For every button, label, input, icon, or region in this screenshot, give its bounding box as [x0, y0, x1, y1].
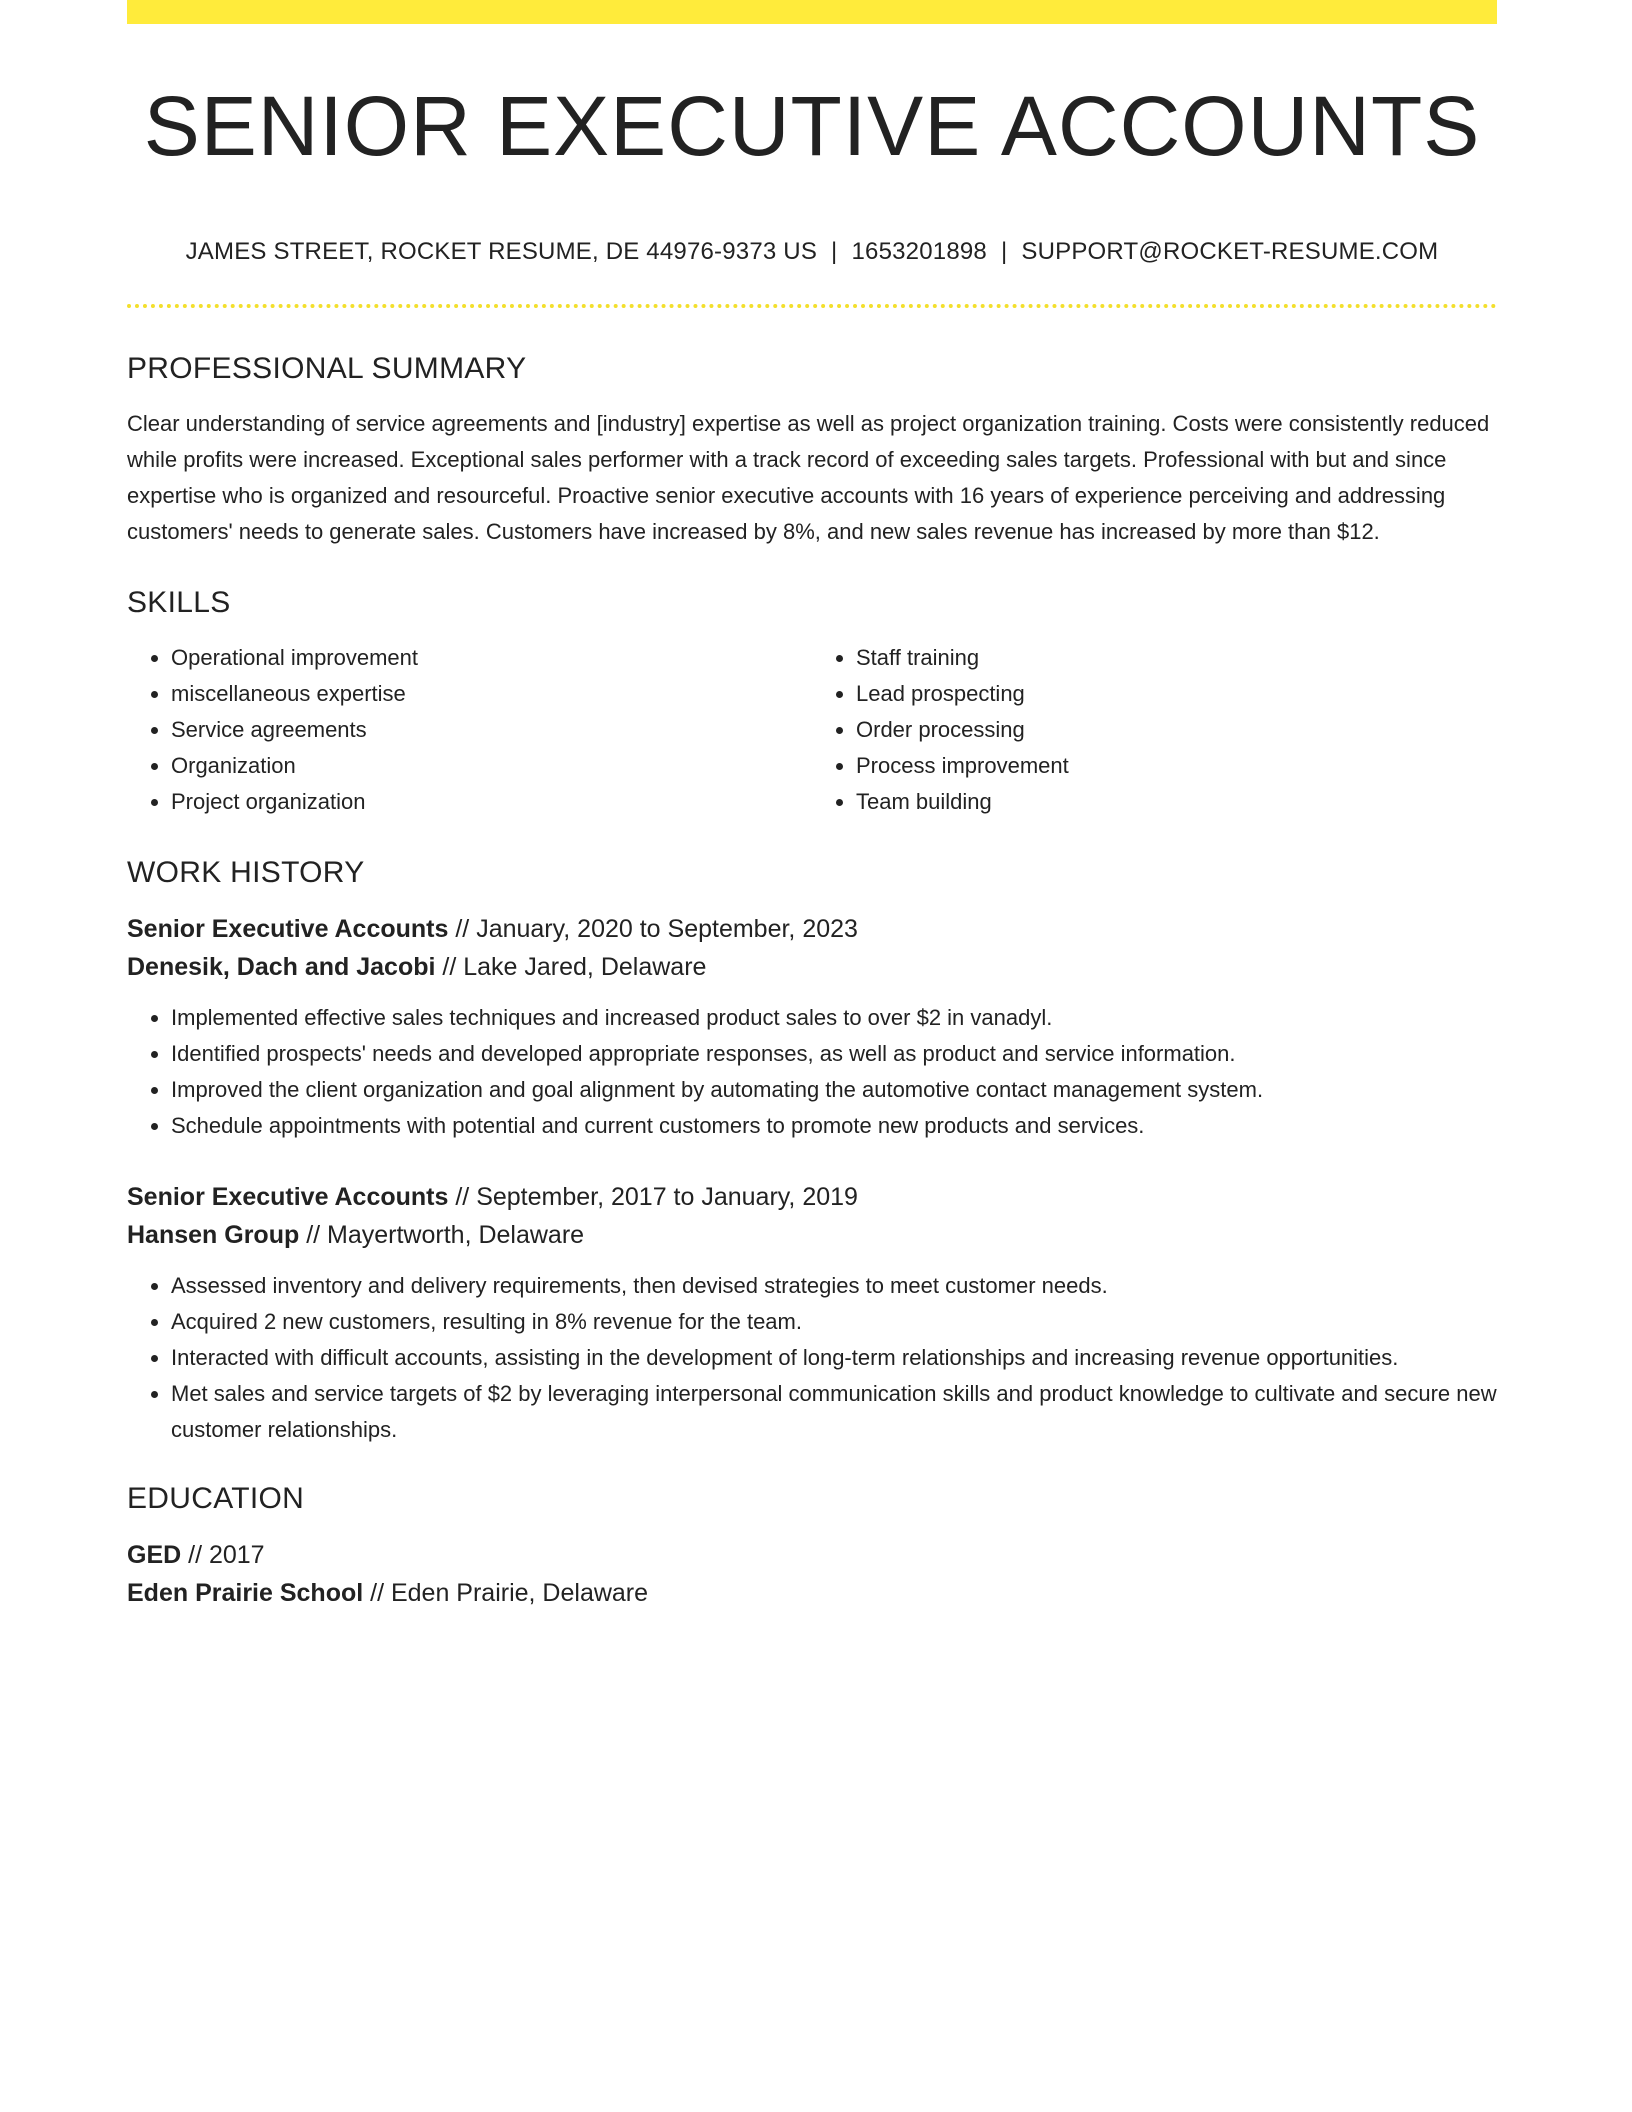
job-entry	[127, 910, 1497, 1144]
contact-address: JAMES STREET, ROCKET RESUME, DE 44976-9373 US	[185, 238, 818, 265]
skill-item: • Process improvement	[856, 748, 1497, 784]
education-location: // Eden Prairie, Delaware	[363, 1579, 649, 1607]
job-bullet: • Improved the client organization and goal alignment by automating the automotive contact management system.	[171, 1072, 1497, 1108]
job-role: Senior Executive Accounts	[127, 1183, 449, 1211]
job-entry	[127, 1178, 1497, 1448]
education-year: // 2017	[181, 1541, 265, 1569]
contact-email: SUPPORT@ROCKET-RESUME.COM	[1021, 238, 1439, 265]
contact-phone: 1653201898	[851, 238, 987, 265]
skill-item: • miscellaneous expertise	[171, 676, 812, 712]
job-bullet: • Met sales and service targets of $2 by leveraging interpersonal communication skills and product knowledge to cultivate and secure new customer relationships.	[171, 1376, 1497, 1448]
header-divider	[127, 304, 1497, 308]
accent-bar	[127, 0, 1497, 24]
job-bullet: • Acquired 2 new customers, resulting in 8% revenue for the team.	[171, 1304, 1497, 1340]
skill-item: • Organization	[171, 748, 812, 784]
job-bullet: • Identified prospects' needs and developed appropriate responses, as well as product and service information.	[171, 1036, 1497, 1072]
job-location: // Mayertworth, Delaware	[299, 1221, 585, 1249]
education-entry	[127, 1536, 1497, 1612]
skills-column-right	[812, 640, 1497, 820]
job-title-line	[127, 1178, 1497, 1216]
job-location: // Lake Jared, Delaware	[435, 953, 707, 981]
skill-item: • Operational improvement	[171, 640, 812, 676]
job-role: Senior Executive Accounts	[127, 915, 449, 943]
education-school-line	[127, 1574, 1497, 1612]
skills-heading: SKILLS	[127, 586, 231, 619]
skill-item: • Lead prospecting	[856, 676, 1497, 712]
skill-item: • Service agreements	[171, 712, 812, 748]
skills-column-left	[127, 640, 812, 820]
job-dates: // January, 2020 to September, 2023	[448, 915, 858, 943]
work-history-heading: WORK HISTORY	[127, 856, 365, 889]
summary-heading: PROFESSIONAL SUMMARY	[127, 352, 527, 385]
skill-item: • Order processing	[856, 712, 1497, 748]
summary-text: Clear understanding of service agreements and [industry] expertise as well as project organization training. Costs were consistently reduced while profits were increased. Exceptional sales performer with a track record of exceeding sales targets. Professional with but and since expertise who is organized and resourceful. Proactive senior executive accounts with 16 years of experience perceiving and addressing customers' needs to generate sales. Customers have increased by 8%, and new sales revenue has increased by more than $12.	[127, 411, 1490, 544]
skill-item: • Team building	[856, 784, 1497, 820]
skills-list	[127, 640, 1497, 820]
resume-page	[127, 0, 1497, 1612]
job-bullet: • Interacted with difficult accounts, assisting in the development of long-term relationships and increasing revenue opportunities.	[171, 1340, 1497, 1376]
job-company-line	[127, 948, 1497, 986]
education-degree: GED	[127, 1541, 182, 1569]
contact-line	[127, 240, 1497, 264]
education-school: Eden Prairie School	[127, 1579, 364, 1607]
contact-separator: |	[831, 238, 838, 265]
contact-separator: |	[1000, 238, 1008, 265]
job-bullets	[127, 1268, 1497, 1448]
job-bullet: • Assessed inventory and delivery requirements, then devised strategies to meet customer needs.	[171, 1268, 1497, 1304]
job-company: Hansen Group	[127, 1221, 300, 1249]
resume-title: SENIOR EXECUTIVE ACCOUNTS	[143, 79, 1481, 173]
education-heading: EDUCATION	[127, 1482, 305, 1515]
job-dates: // September, 2017 to January, 2019	[448, 1183, 858, 1211]
job-title-line	[127, 910, 1497, 948]
education-degree-line	[127, 1536, 1497, 1574]
skill-item: • Project organization	[171, 784, 812, 820]
job-bullet: • Implemented effective sales techniques and increased product sales to over $2 in vanadyl.	[171, 1000, 1497, 1036]
job-company: Denesik, Dach and Jacobi	[127, 953, 436, 981]
job-company-line	[127, 1216, 1497, 1254]
job-bullets	[127, 1000, 1497, 1144]
skill-item: • Staff training	[856, 640, 1497, 676]
job-bullet: • Schedule appointments with potential and current customers to promote new products and services.	[171, 1108, 1497, 1144]
